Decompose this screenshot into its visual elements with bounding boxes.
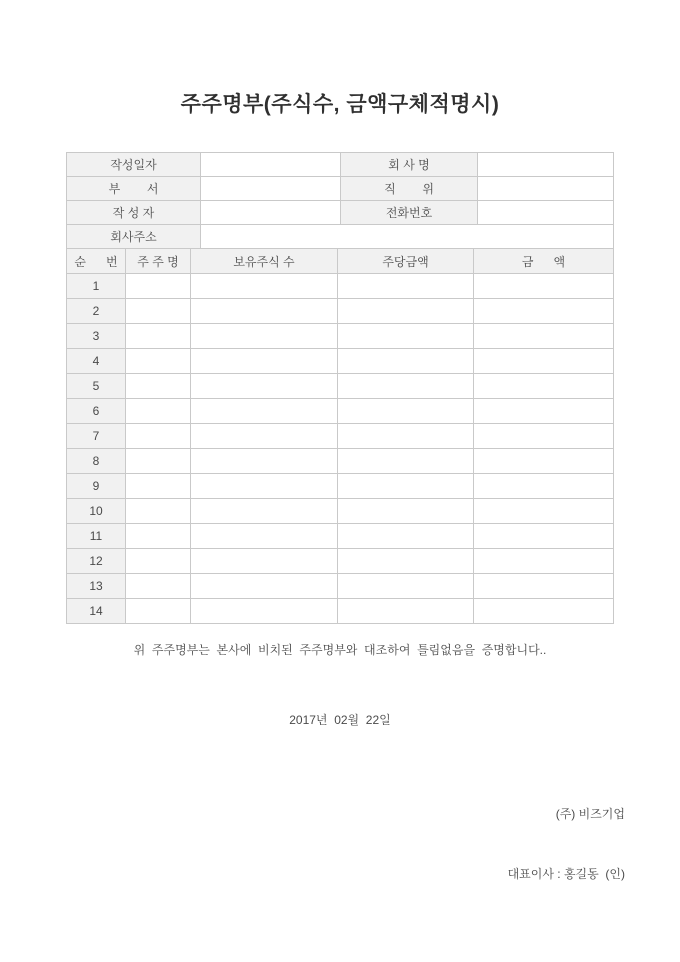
cell-amount <box>474 449 614 474</box>
cell-price-per-share <box>338 424 474 449</box>
cell-price-per-share <box>338 599 474 624</box>
cell-shareholder-name <box>126 299 191 324</box>
cell-amount <box>474 474 614 499</box>
cell-price-per-share <box>338 399 474 424</box>
cell-shareholder-name <box>126 399 191 424</box>
form-tables <box>66 152 613 624</box>
shareholder-row <box>67 599 614 624</box>
document-date: 2017년 02월 22일 <box>289 713 391 727</box>
cell-amount <box>474 574 614 599</box>
cell-amount <box>474 324 614 349</box>
cell-price-per-share <box>338 349 474 374</box>
row-number-cell: 14 <box>67 599 126 624</box>
certification-text: 위 주주명부는 본사에 비치된 주주명부와 대조하여 틀림없음을 증명합니다.. <box>133 643 547 657</box>
cell-price-per-share <box>338 524 474 549</box>
row-number-cell: 2 <box>67 299 126 324</box>
shareholder-row <box>67 449 614 474</box>
shareholder-row <box>67 474 614 499</box>
cell-shareholder-name <box>126 524 191 549</box>
cell-price-per-share <box>338 374 474 399</box>
col-header-shareholder-name: 주 주 명 <box>126 249 191 274</box>
cell-shareholder-name <box>126 274 191 299</box>
cell-shares-held <box>191 324 338 349</box>
shareholder-row <box>67 499 614 524</box>
cell-amount <box>474 299 614 324</box>
cell-price-per-share <box>338 299 474 324</box>
row-number-cell: 12 <box>67 549 126 574</box>
shareholder-row <box>67 574 614 599</box>
info-value-company-name <box>478 153 614 177</box>
col-header-no: 순 번 <box>67 249 126 274</box>
cell-price-per-share <box>338 474 474 499</box>
cell-shareholder-name <box>126 499 191 524</box>
signature-company-name: (주) 비즈기업 <box>555 807 625 821</box>
cell-shares-held <box>191 549 338 574</box>
cell-amount <box>474 349 614 374</box>
row-number-cell: 11 <box>67 524 126 549</box>
cell-shareholder-name <box>126 324 191 349</box>
row-number-cell: 8 <box>67 449 126 474</box>
shareholder-row <box>67 549 614 574</box>
shareholder-row <box>67 374 614 399</box>
info-value-position <box>478 177 614 201</box>
info-label-author: 작 성 자 <box>67 201 201 225</box>
row-number-cell: 9 <box>67 474 126 499</box>
cell-shares-held <box>191 374 338 399</box>
cell-shareholder-name <box>126 549 191 574</box>
cell-shares-held <box>191 399 338 424</box>
cell-price-per-share <box>338 499 474 524</box>
info-row-date-company <box>67 153 614 177</box>
cell-shareholder-name <box>126 374 191 399</box>
cell-shares-held <box>191 274 338 299</box>
cell-amount <box>474 599 614 624</box>
cell-shares-held <box>191 349 338 374</box>
cell-amount <box>474 399 614 424</box>
info-label-company-name: 회 사 명 <box>341 153 478 177</box>
row-number-cell: 10 <box>67 499 126 524</box>
col-header-price-per-share: 주당금액 <box>338 249 474 274</box>
shareholder-rows <box>67 274 614 624</box>
shareholder-row <box>67 324 614 349</box>
shareholder-row <box>67 424 614 449</box>
cell-amount <box>474 524 614 549</box>
cell-amount <box>474 424 614 449</box>
cell-shareholder-name <box>126 349 191 374</box>
cell-amount <box>474 274 614 299</box>
shareholder-table <box>66 248 614 624</box>
row-number-cell: 4 <box>67 349 126 374</box>
col-header-amount: 금 액 <box>474 249 614 274</box>
cell-shareholder-name <box>126 599 191 624</box>
shareholder-row <box>67 299 614 324</box>
cell-shareholder-name <box>126 474 191 499</box>
info-label-position: 직 위 <box>341 177 478 201</box>
page-title: 주주명부(주식수, 금액구체적명시) <box>180 93 500 116</box>
info-label-phone: 전화번호 <box>341 201 478 225</box>
cell-shares-held <box>191 424 338 449</box>
info-value-department <box>201 177 341 201</box>
cell-price-per-share <box>338 574 474 599</box>
cell-shares-held <box>191 299 338 324</box>
cell-price-per-share <box>338 449 474 474</box>
info-label-created-date: 작성일자 <box>67 153 201 177</box>
info-row-department-position <box>67 177 614 201</box>
info-value-company-address <box>201 225 614 249</box>
signature-block <box>0 764 625 904</box>
cell-shares-held <box>191 499 338 524</box>
row-number-cell: 1 <box>67 274 126 299</box>
cell-shares-held <box>191 474 338 499</box>
cell-shares-held <box>191 574 338 599</box>
cell-shareholder-name <box>126 424 191 449</box>
shareholder-row <box>67 349 614 374</box>
row-number-cell: 3 <box>67 324 126 349</box>
cell-price-per-share <box>338 324 474 349</box>
shareholder-row <box>67 274 614 299</box>
row-number-cell: 5 <box>67 374 126 399</box>
info-value-created-date <box>201 153 341 177</box>
row-number-cell: 13 <box>67 574 126 599</box>
shareholder-header-row <box>67 249 614 274</box>
row-number-cell: 7 <box>67 424 126 449</box>
cell-shareholder-name <box>126 574 191 599</box>
cell-shares-held <box>191 599 338 624</box>
cell-shares-held <box>191 524 338 549</box>
cell-amount <box>474 374 614 399</box>
cell-price-per-share <box>338 274 474 299</box>
info-table <box>66 152 614 249</box>
info-row-author-phone <box>67 201 614 225</box>
cell-price-per-share <box>338 549 474 574</box>
info-label-department: 부 서 <box>67 177 201 201</box>
shareholder-row <box>67 524 614 549</box>
cell-amount <box>474 549 614 574</box>
info-row-company-address <box>67 225 614 249</box>
cell-amount <box>474 499 614 524</box>
row-number-cell: 6 <box>67 399 126 424</box>
cell-shares-held <box>191 449 338 474</box>
info-value-author <box>201 201 341 225</box>
col-header-shares-held: 보유주식 수 <box>191 249 338 274</box>
info-value-phone <box>478 201 614 225</box>
signature-ceo-line: 대표이사 : 홍길동 (인) <box>507 867 625 881</box>
shareholder-row <box>67 399 614 424</box>
cell-shareholder-name <box>126 449 191 474</box>
info-label-company-address: 회사주소 <box>67 225 201 249</box>
